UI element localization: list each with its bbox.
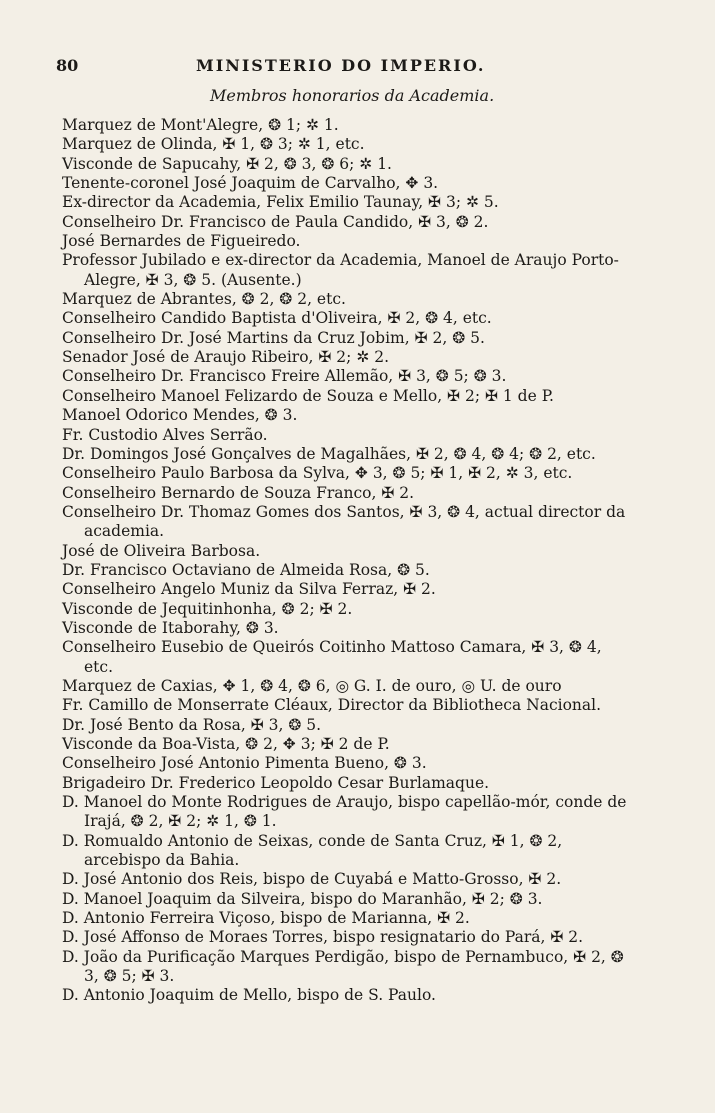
- member-entry: Brigadeiro Dr. Frederico Leopoldo Cesar Burlamaque.: [62, 773, 490, 792]
- member-entry: D. João da Purificação Marques Perdigão, bispo de Pernambuco, ✠ 2, ❂ 3, ❂ 5; ✠ 3.: [62, 947, 624, 986]
- member-entry: Visconde de Jequitinhonha, ❂ 2; ✠ 2.: [62, 599, 353, 618]
- member-entry: Professor Jubilado e ex-director da Academia, Manoel de Araujo Porto-Alegre, ✠ 3, ❂ 5. (Ausente.): [62, 251, 619, 289]
- member-entry: Conselheiro José Antonio Pimenta Bueno, ❂ 3.: [62, 754, 427, 773]
- member-entry: José Bernardes de Figueiredo.: [62, 232, 301, 251]
- member-entry: D. Antonio Ferreira Viçoso, bispo de Marianna, ✠ 2.: [62, 909, 470, 928]
- member-entry: Visconde de Sapucahy, ✠ 2, ❂ 3, ❂ 6; ✲ 1.: [62, 154, 392, 173]
- member-entry: José de Oliveira Barbosa.: [62, 541, 261, 560]
- member-entry: Marquez de Caxias, ✥ 1, ❂ 4, ❂ 6, ◎ G. I. de ouro, ◎ U. de ouro: [62, 676, 562, 695]
- member-entry: Fr. Custodio Alves Serrão.: [62, 425, 268, 444]
- member-entry: D. José Antonio dos Reis, bispo de Cuyabá e Matto-Grosso, ✠ 2.: [62, 870, 562, 889]
- member-entry: Manoel Odorico Mendes, ❂ 3.: [62, 406, 298, 425]
- member-entry: Senador José de Araujo Ribeiro, ✠ 2; ✲ 2.: [62, 348, 390, 367]
- member-entry: Conselheiro Paulo Barbosa da Sylva, ✥ 3, ❂ 5; ✠ 1, ✠ 2, ✲ 3, etc.: [62, 464, 573, 483]
- member-entry: Conselheiro Manoel Felizardo de Souza e Mello, ✠ 2; ✠ 1 de P.: [62, 386, 554, 405]
- member-entry: Visconde da Boa-Vista, ❂ 2, ✥ 3; ✠ 2 de P.: [62, 735, 390, 753]
- member-entry: Tenente-coronel José Joaquim de Carvalho, ✥ 3.: [62, 174, 439, 193]
- section-title: Membros honorarios da Academia.: [210, 86, 495, 105]
- member-entry: D. José Affonso de Moraes Torres, bispo resignatario do Pará, ✠ 2.: [62, 928, 584, 947]
- member-entry: Visconde de Itaborahy, ❂ 3.: [62, 618, 279, 637]
- member-entry: Fr. Camillo de Monserrate Cléaux, Director da Bibliotheca Nacional.: [62, 696, 602, 715]
- member-entry: Marquez de Mont'Alegre, ❂ 1; ✲ 1.: [62, 116, 339, 134]
- member-entry: Conselheiro Candido Baptista d'Oliveira, ✠ 2, ❂ 4, etc.: [62, 309, 492, 328]
- member-entry: D. Romualdo Antonio de Seixas, conde de Santa Cruz, ✠ 1, ❂ 2, arcebispo da Bahia.: [62, 831, 563, 870]
- member-entry: Marquez de Abrantes, ❂ 2, ❂ 2, etc.: [62, 290, 346, 309]
- member-entry: D. Manoel Joaquim da Silveira, bispo do Maranhão, ✠ 2; ❂ 3.: [62, 889, 543, 908]
- running-title: MINISTERIO DO IMPERIO.: [196, 56, 486, 75]
- member-entry: Dr. Domingos José Gonçalves de Magalhães, ✠ 2, ❂ 4, ❂ 4; ❂ 2, etc.: [62, 444, 596, 463]
- member-list: [62, 116, 632, 1006]
- member-entry: D. Manoel do Monte Rodrigues de Araujo, bispo capellão-mór, conde de Irajá, ❂ 2, ✠ 2; ✲ 1, ❂ 1.: [62, 793, 627, 831]
- member-entry: Conselheiro Dr. José Martins da Cruz Jobim, ✠ 2, ❂ 5.: [62, 328, 485, 347]
- member-entry: Conselheiro Dr. Thomaz Gomes dos Santos, ✠ 3, ❂ 4, actual director da academia.: [62, 502, 626, 541]
- member-entry: Dr. José Bento da Rosa, ✠ 3, ❂ 5.: [62, 715, 322, 734]
- member-entry: D. Antonio Joaquim de Mello, bispo de S. Paulo.: [62, 986, 436, 1005]
- member-entry: Conselheiro Dr. Francisco de Paula Candido, ✠ 3, ❂ 2.: [62, 212, 489, 231]
- member-entry: Conselheiro Angelo Muniz da Silva Ferraz, ✠ 2.: [62, 580, 436, 599]
- page-number: 80: [56, 56, 79, 75]
- member-entry: Marquez de Olinda, ✠ 1, ❂ 3; ✲ 1, etc.: [62, 135, 365, 154]
- member-entry: Ex-director da Academia, Felix Emilio Taunay, ✠ 3; ✲ 5.: [62, 193, 499, 212]
- member-entry: Conselheiro Bernardo de Souza Franco, ✠ 2.: [62, 483, 415, 502]
- page-header: [56, 56, 656, 80]
- member-entry: Conselheiro Dr. Francisco Freire Allemão, ✠ 3, ❂ 5; ❂ 3.: [62, 367, 507, 386]
- member-entry: Conselheiro Eusebio de Queirós Coitinho Mattoso Camara, ✠ 3, ❂ 4, etc.: [62, 638, 602, 676]
- member-entry: Dr. Francisco Octaviano de Almeida Rosa, ❂ 5.: [62, 560, 430, 579]
